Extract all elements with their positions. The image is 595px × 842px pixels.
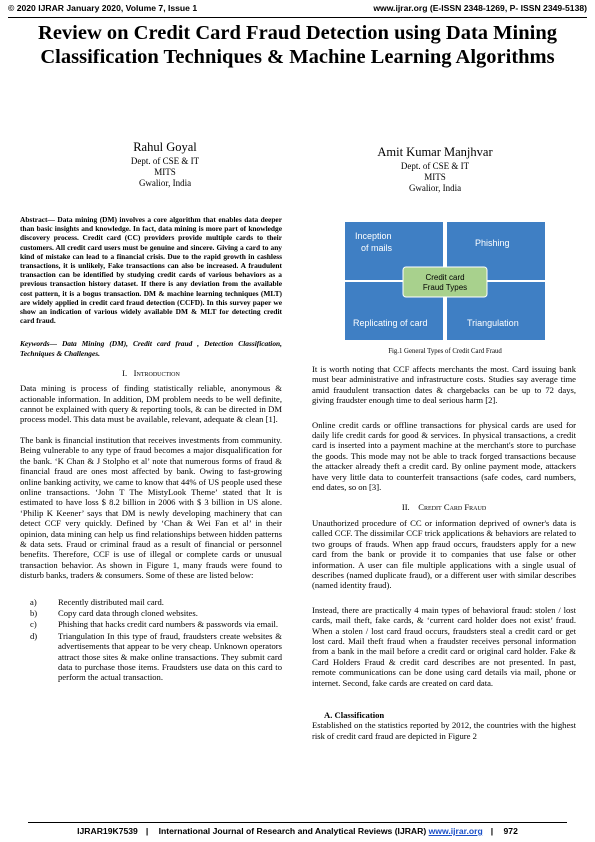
figure-label-phishing: Phishing xyxy=(475,238,510,248)
header-right: www.ijrar.org (E-ISSN 2348-1269, P- ISSN 2349-5138) xyxy=(373,3,587,13)
footer-paper-id: IJRAR19K7539 xyxy=(77,826,138,836)
list-item: a) Recently distributed mail card. xyxy=(30,596,164,607)
footer-link[interactable]: www.ijrar.org xyxy=(428,826,483,836)
fraud-list xyxy=(20,597,282,683)
left-column xyxy=(20,215,282,684)
section-1-number: I. xyxy=(122,367,128,378)
right-paragraph-1: It is worth noting that CCF affects merchants the most. Card issuing bank must bear administrative and infrastructure costs. Studies say average time amid fraudulent transaction dates & chargebacks can be up to 72 days, giving fraudster enough time to deal serious harm [2]. xyxy=(312,364,576,406)
author-2-dept: Dept. of CSE & IT xyxy=(400,161,470,171)
section-2-title: Credit Card Fraud xyxy=(418,502,487,513)
list-item: c) Phishing that hacks credit card numbers & passwords via email. xyxy=(30,619,279,630)
running-header xyxy=(8,3,587,15)
figure-label-inception: Inception of mails xyxy=(355,231,393,253)
section-2-heading xyxy=(312,502,576,512)
footer-journal: International Journal of Research and Analytical Reviews (IJRAR) xyxy=(158,826,427,836)
author-1-name: Rahul Goyal xyxy=(133,140,197,154)
author-1 xyxy=(80,140,250,189)
subsection-a-heading: A. Classification xyxy=(324,709,385,720)
figure-label-triangulation: Triangulation xyxy=(467,318,519,328)
header-left: © 2020 IJRAR January 2020, Volume 7, Issue 1 xyxy=(8,3,198,13)
paper-title: Review on Credit Card Fraud Detection using Data Mining Classification Techniques & Machine Learning Algorithms xyxy=(38,22,557,68)
intro-paragraph-2: The bank is financial institution that receives investments from community. Being vulnerable to any type of fraud becomes a major disqualification for the bank. ‘K Chan & J Stolpho et al’ note that numerous forms of fraud & financial fraud are ones most affected by bank. Owing to fast-growing online banking activity, we came to know that 44% of US people used these online transactions. ‘John T The MistyLook Theme’ stated that It is estimated to have loss $ 8.2 billion in 2006 with $ 3 billion in US alone. ‘Philip K Keener’ says that DM is newly developing machinery that can detect CCF very quickly. Defined by ‘Chan & Wei Fan et al’ in their opinion, data mining can help us find relationships between hidden patterns & data sets. Fraud or criminal fraud as a result of financial or personnel benefits. Therefore, CCF is use of illegal or complete cards or unusual transaction behavior. As shown in Figure 1, many frauds were found to disturb banks, traders & consumers. Some of these are listed below: xyxy=(20,434,282,581)
figure-1-graphic xyxy=(345,222,545,340)
right-column xyxy=(312,364,576,751)
figure-center-label: Credit card Fraud Types xyxy=(422,273,468,292)
author-2 xyxy=(345,145,525,194)
section-2-number: II. xyxy=(401,502,410,513)
right-paragraph-2: Online credit cards or offline transactions for physical cards are used for daily life credit cards for good & services. In physical transactions, a credit card is inserted into a payment machine at the merchant's store to purchase the goods. This mode may not be able to track forged transactions because the attacker already theft a credit card. By online payment mode, attackers have very little data to counterfeit transactions (safe codes, card numbers, end dates, so on [3]. xyxy=(312,419,576,493)
author-2-city: Gwalior, India xyxy=(408,183,462,193)
subsection-a-text: Established on the statistics reported by 2012, the countries with the highest risk of credit card fraud are depicted in Figure 2 xyxy=(312,720,576,741)
right-paragraph-4: Instead, there are practically 4 main types of behavioral fraud: stolen / lost cards, mail theft, fake cards, & ‘current card holder does not exist’ fraud. When a stolen / lost card fraud occurs, fraudsters steal a credit card or get lost card. Mail theft fraud when a fraudster receives personal information from a bank in the mail before a credit card or original card holder. Fake & Card Holders Fraud & credit card describes are not presented. In past, remote communications can be done using card details via mail, phone or internet. Second, fake cards are created on card data. xyxy=(312,604,576,688)
author-2-name: Amit Kumar Manjhvar xyxy=(377,145,493,159)
right-paragraph-3: Unauthorized procedure of CC or information deprived of owner's data is called CCF. The dissimilar CCF trick applications & behaviors are related to two groups of frauds. When app fraud occurs, fraudsters apply for a new card from the bank or provide it to companies that use false or other information. A user can file multiple applications with a single usual of describes (named duplicate fraud), or a different user with similar describes (named identity fraud). xyxy=(312,517,576,591)
abstract: Abstract— Data mining (DM) involves a core algorithm that enables data deeper than basic insights and knowledge. In fact, data mining is more part of knowledge discovery process. Credit card (CC) providers provide multiple cards to their customers. All credit card users must be genuine and sincere. Giving a card to any kind of mistake can lead to a financial crisis. Due to the rapid growth in cashless transactions, it is unlikely, Fake transactions can also be increased. A fraudulent transaction can be identified by studying credit cards of various behaviors as a previous transaction history dataset. If there is any deviation from the available cost pattern, it is a bogus transaction. DM & machine learning techniques (MLT) are widely applied in credit card fraud detection (CCFD). In this survey paper we show an indication of various widely available DM & MLT for detecting credit card fraud. xyxy=(20,215,282,326)
running-footer: IJRAR19K7539 | International Journal of Research and Analytical Reviews (IJRAR) www.ijrar.org | 972 xyxy=(77,826,518,836)
section-1-heading xyxy=(20,368,282,378)
figure-1-caption: Fig.1 General Types of Credit Card Fraud xyxy=(388,348,502,355)
author-1-city: Gwalior, India xyxy=(138,178,192,188)
keywords: Keywords— Data Mining (DM), Credit card fraud , Detection Classification, Techniques & Challenges. xyxy=(20,339,282,358)
author-2-inst: MITS xyxy=(424,172,446,182)
intro-paragraph-1: Data mining is process of finding statistically reliable, anonymous & actionable information. In addition, DM problem needs to be well definite, cannot be explained with query & reporting tools, & can be directed in DM process model. This data must be available, relevant, adequate & clean [1]. xyxy=(20,383,282,425)
figure-label-replicating: Replicating of card xyxy=(353,318,428,328)
author-1-dept: Dept. of CSE & IT xyxy=(130,156,200,166)
list-item: b) Copy card data through cloned websites. xyxy=(30,607,198,618)
figure-center-box xyxy=(403,267,487,297)
header-rule xyxy=(8,17,587,18)
footer-page-number: 972 xyxy=(503,826,518,836)
section-1-title: Introduction xyxy=(133,367,180,378)
footer-rule xyxy=(28,822,567,823)
author-1-inst: MITS xyxy=(154,167,176,177)
list-item: d) Triangulation In this type of fraud, fraudsters create websites & advertisements that appear to be very cheap. Unknown operators attract those sites & make online transactions. They submit card data to purchase those items. Fraudsters use data on this card to perform the actual transaction. xyxy=(30,630,282,683)
figure-1-fraud-types xyxy=(345,222,545,340)
